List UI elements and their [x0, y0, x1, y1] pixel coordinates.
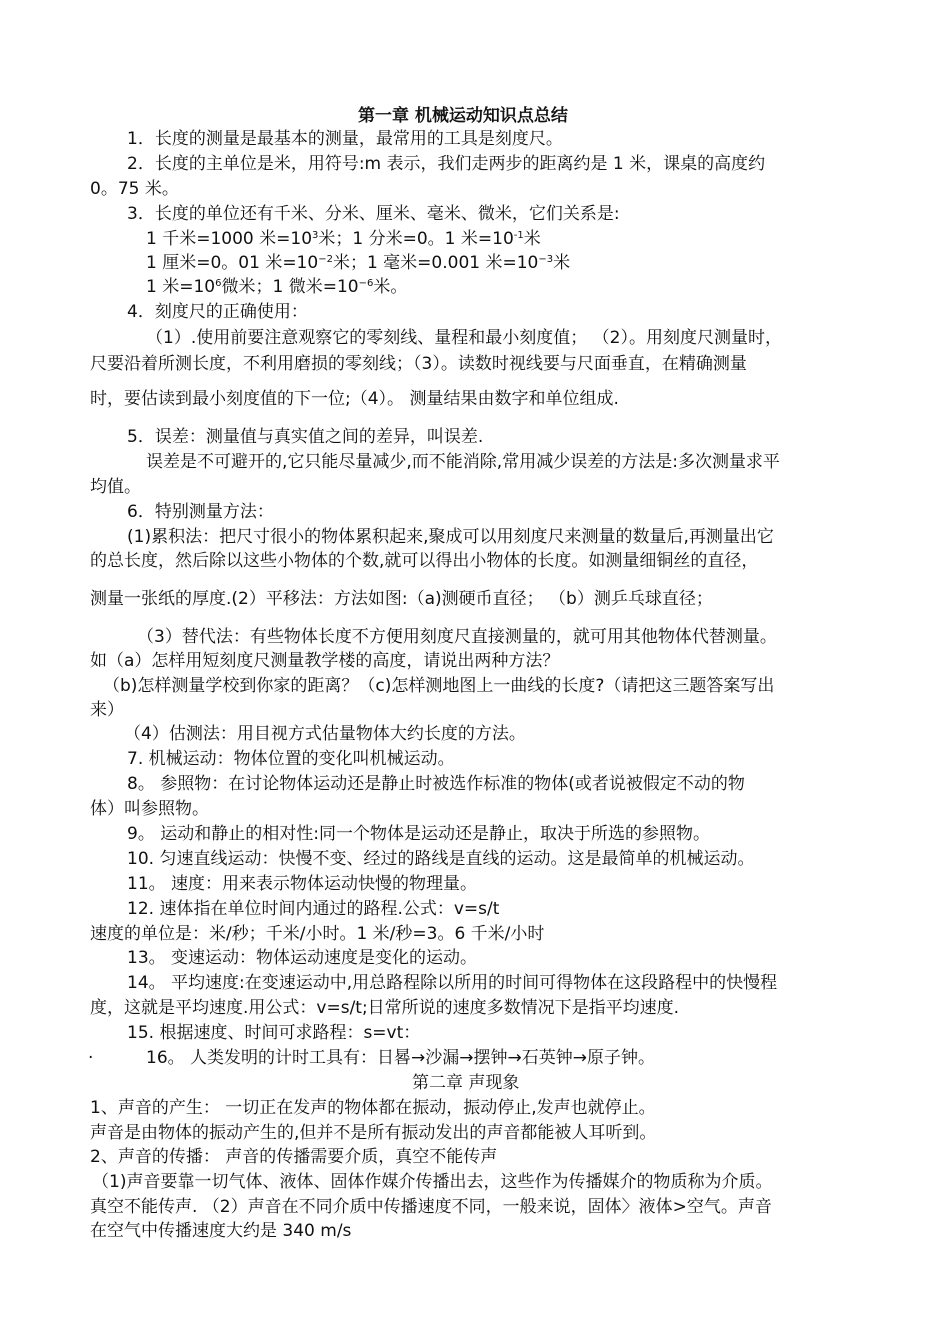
item-2-line1: 2．长度的主单位是米，用符号:m 表示，我们走两步的距离约是 1 米，课桌的高度约: [127, 154, 766, 174]
section-2-line1: 2、声音的传播： 声音的传播需要介质，真空不能传声: [90, 1147, 498, 1167]
unit-text: 1 米=10: [146, 277, 216, 297]
item-6-line1: (1)累积法：把尺寸很小的物体累积起来,聚成可以用刻度尺来测量的数量后,再测量出它: [127, 527, 774, 547]
exponent: −6: [358, 278, 374, 289]
exponent: 3: [312, 230, 319, 241]
item-6: 6．特别测量方法：: [127, 502, 274, 522]
item-6-line7: 来）: [90, 700, 124, 720]
item-9: 9。 运动和静止的相对性:同一个物体是运动还是静止，取决于所选的参照物。: [127, 824, 710, 844]
section-2-line2: （1)声音要靠一切气体、液体、固体作媒介传播出去，这些作为传播媒介的物质称为介质。: [92, 1172, 773, 1192]
unit-text: 米: [553, 253, 571, 273]
item-6-line4: （3）替代法：有些物体长度不方便用刻度尺直接测量的，就可用其他物体代替测量。: [137, 627, 777, 647]
unit-relation-3: [146, 277, 407, 297]
item-4-line3: 时，要估读到最小刻度值的下一位;（4）。 测量结果由数字和单位组成.: [90, 389, 619, 409]
item-12: 12. 速体指在单位时间内通过的路程.公式：v=s/t: [127, 899, 500, 919]
item-2-line2: 0。75 米。: [90, 179, 179, 199]
item-14-line1: 14。 平均速度:在变速运动中,用总路程除以所用的时间可得物体在这段路程中的快慢程: [127, 973, 778, 993]
section-1-line2: 声音是由物体的振动产生的,但并不是所有振动发出的声音都能被人耳听到。: [90, 1123, 657, 1143]
item-8-line2: 体）叫参照物。: [90, 799, 209, 819]
item-10: 10. 匀速直线运动：快慢不变、经过的路线是直线的运动。这是最简单的机械运动。: [127, 849, 755, 869]
unit-text: 1 千米=1000 米=10: [146, 229, 313, 249]
exponent: 6: [215, 278, 222, 289]
unit-text: 米；1 分米=0。1 米=10: [318, 229, 514, 249]
item-8-line1: 8。 参照物：在讨论物体运动还是静止时被选作标准的物体(或者说被假定不动的物: [127, 774, 745, 794]
item-4-line2: 尺要沿着所测长度，不利用磨损的零刻线；（3）。读数时视线要与尺面垂直，在精确测量: [90, 354, 747, 374]
item-4-line1: （1）.使用前要注意观察它的零刻线、量程和最小刻度值； （2）。用刻度尺测量时，: [146, 328, 782, 348]
item-13: 13。 变速运动：物体运动速度是变化的运动。: [127, 948, 478, 968]
item-16: 16。 人类发明的计时工具有：日晷→沙漏→摆钟→石英钟→原子钟。: [146, 1048, 656, 1068]
section-2-line4: 在空气中传播速度大约是 340 m/s: [90, 1221, 352, 1241]
item-6-line3: 测量一张纸的厚度.(2）平移法：方法如图:（a)测硬币直径； （b）测乒乓球直径；: [90, 589, 713, 609]
bullet-mark: ·: [88, 1048, 94, 1068]
section-1-line1: 1、声音的产生： 一切正在发声的物体都在振动，振动停止,发声也就停止。: [90, 1098, 656, 1118]
item-6-line6: （b)怎样测量学校到你家的距离？（c)怎样测地图上一曲线的长度?（请把这三题答案写出: [103, 676, 775, 696]
item-12-units: 速度的单位是：米/秒；千米/小时。1 米/秒=3。6 千米/小时: [90, 924, 545, 944]
item-15: 15. 根据速度、时间可求路程：s=vt：: [127, 1023, 421, 1043]
item-5-line2: 均值。: [90, 477, 141, 497]
section-2-line3: 真空不能传声. （2）声音在不同介质中传播速度不同，一般来说，固体〉液体>空气。声音: [90, 1197, 772, 1217]
exponent: -1: [513, 230, 524, 241]
item-6-line8: （4）估测法：用目视方式估量物体大约长度的方法。: [124, 724, 526, 744]
item-11: 11。 速度：用来表示物体运动快慢的物理量。: [127, 874, 478, 894]
chapter2-title: 第二章 声现象: [412, 1073, 520, 1093]
chapter1-title: 第一章 机械运动知识点总结: [358, 106, 568, 126]
unit-text: 米。: [373, 277, 408, 297]
unit-relation-1: [146, 229, 541, 249]
item-7: 7. 机械运动：物体位置的变化叫机械运动。: [127, 749, 455, 769]
item-5: 5．误差：测量值与真实值之间的差异，叫误差.: [127, 427, 484, 447]
unit-text: 米: [523, 229, 541, 249]
unit-text: 1 厘米=0。01 米=10: [146, 253, 319, 273]
item-6-line2: 的总长度，然后除以这些小物体的个数,就可以得出小物体的长度。如测量细铜丝的直径，: [90, 551, 759, 571]
item-5-line1: 误差是不可避开的,它只能尽量减少,而不能消除,常用减少误差的方法是:多次测量求平: [146, 452, 780, 472]
unit-text: 米；1 毫米=0.001 米=10: [332, 253, 539, 273]
item-1: 1．长度的测量是最基本的测量，最常用的工具是刻度尺。: [127, 129, 563, 149]
exponent: −3: [538, 254, 554, 265]
unit-text: 微米；1 微米=10: [221, 277, 359, 297]
unit-relation-2: [146, 253, 570, 273]
exponent: −2: [318, 254, 333, 265]
item-4: 4．刻度尺的正确使用：: [127, 302, 308, 322]
item-14-line2: 度，这就是平均速度.用公式：v=s/t;日常所说的速度多数情况下是指平均速度.: [90, 998, 680, 1018]
item-3: 3．长度的单位还有千米、分米、厘米、毫米、微米，它们关系是:: [127, 204, 620, 224]
item-6-line5: 如（a）怎样用短刻度尺测量教学楼的高度，请说出两种方法？: [90, 651, 560, 671]
